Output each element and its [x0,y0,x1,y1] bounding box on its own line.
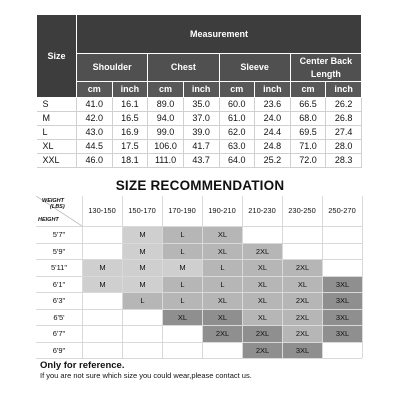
size-cell: 2XL [283,260,322,276]
size-cell: 3XL [323,277,362,293]
value-cell: 69.5 [290,126,326,140]
grid-corner [36,196,82,226]
size-cell: M [83,277,122,293]
size-cell: 2XL [243,343,282,359]
size-cell: XL [37,140,77,154]
size-recommendation-title: SIZE RECOMMENDATION [115,178,285,193]
value-cell: 16.9 [112,126,148,140]
unit-header: cm [219,82,255,98]
weight-column-header: 150-170 [128,206,156,215]
size-cell: XL [243,310,282,326]
table-row [37,112,362,126]
unit-header: cm [290,82,326,98]
size-cell: M [37,112,77,126]
size-cell: XL [203,227,242,243]
size-cell: 2XL [283,310,322,326]
size-cell: L [123,293,162,309]
unit-header: inch [112,82,148,98]
unit-header: inch [326,82,362,98]
value-cell: 61.0 [219,112,255,126]
group-shoulder: Shoulder [77,54,148,82]
value-cell: 94.0 [148,112,184,126]
weight-label [42,198,65,210]
value-cell: 24.4 [255,126,291,140]
value-cell: 66.5 [290,98,326,112]
size-cell: XL [203,293,242,309]
value-cell: 28.0 [326,140,362,154]
size-cell: M [123,227,162,243]
value-cell: 60.0 [219,98,255,112]
height-row-header: 6'1" [52,279,66,289]
weight-column-header: 250-270 [328,206,356,215]
group-chest: Chest [148,54,219,82]
height-row-header: 6'3" [52,296,66,305]
value-cell: 28.3 [326,154,362,168]
table-row [37,140,362,154]
size-cell: S [37,98,77,112]
group-sleeve: Sleeve [219,54,290,82]
value-cell: 68.0 [290,112,326,126]
unit-header: cm [77,82,113,98]
size-cell: 2XL [283,293,322,309]
height-row-header: 6'9" [52,345,66,355]
size-cell: 3XL [323,326,362,342]
reference-note: Only for reference. [40,360,125,371]
value-cell: 24.8 [255,140,291,154]
value-cell: 63.0 [219,140,255,154]
height-row-header: 6'7" [52,329,66,338]
size-cell: XL [243,293,282,309]
size-cell: 3XL [323,293,362,309]
weight-column-header: 170-190 [168,206,196,215]
value-cell: 106.0 [148,140,184,154]
value-cell: 35.0 [183,98,219,112]
size-cell: L [203,277,242,293]
weight-label-line1: WEIGHT [42,198,64,204]
value-cell: 16.5 [112,112,148,126]
value-cell: 111.0 [148,154,184,168]
value-cell: 27.4 [326,126,362,140]
size-cell: 2XL [283,326,322,342]
unit-header: inch [255,82,291,98]
group-center-back-length: Center Back Length [290,54,361,82]
size-cell: XL [283,277,322,293]
value-cell: 99.0 [148,126,184,140]
measurement-table [36,14,362,168]
value-cell: 24.0 [255,112,291,126]
unit-header: cm [148,82,184,98]
value-cell: 43.7 [183,154,219,168]
value-cell: 42.0 [77,112,113,126]
table-row [37,154,362,168]
size-cell: L [163,227,202,243]
height-label: HEIGHT [38,217,59,223]
table-row [37,98,362,112]
size-cell: XL [203,310,242,326]
size-cell: M [123,244,162,260]
height-row-header: 5'7" [52,230,66,239]
value-cell: 89.0 [148,98,184,112]
height-row-header: 6'5' [53,312,65,322]
size-cell: XL [243,260,282,276]
weight-column-header: 130-150 [88,206,116,215]
value-cell: 25.2 [255,154,291,168]
size-cell: XL [203,244,242,260]
weight-label-line2: (LBS) [50,204,65,210]
size-cell: 2XL [243,244,282,260]
size-cell: M [123,277,162,293]
size-recommendation-grid [36,196,362,358]
value-cell: 64.0 [219,154,255,168]
size-cell: M [163,260,202,276]
value-cell: 26.8 [326,112,362,126]
size-cell: L [163,293,202,309]
size-cell: L [163,277,202,293]
weight-column-header: 210-230 [248,206,276,215]
value-cell: 17.5 [112,140,148,154]
value-cell: 43.0 [77,126,113,140]
value-cell: 26.2 [326,98,362,112]
value-cell: 41.0 [77,98,113,112]
weight-column-header: 190-210 [208,206,236,215]
contact-note: If you are not sure which size you could wear,please contact us. [40,371,252,380]
size-cell: L [163,244,202,260]
size-cell: 3XL [283,343,322,359]
value-cell: 41.7 [183,140,219,154]
size-cell: XL [163,310,202,326]
size-cell: XL [243,277,282,293]
value-cell: 62.0 [219,126,255,140]
value-cell: 44.5 [77,140,113,154]
measurement-header: Measurement [77,15,362,54]
size-cell: M [83,260,122,276]
size-cell: L [203,260,242,276]
grid-line [362,196,363,358]
value-cell: 46.0 [77,154,113,168]
height-row-header: 5'11" [50,263,68,272]
grid-line [36,358,362,359]
weight-column-header: 230-250 [288,206,316,215]
size-cell: 2XL [203,326,242,342]
unit-header: inch [183,82,219,98]
value-cell: 39.0 [183,126,219,140]
value-cell: 16.1 [112,98,148,112]
value-cell: 18.1 [112,154,148,168]
size-cell: 3XL [323,310,362,326]
size-header: Size [37,15,77,98]
value-cell: 71.0 [290,140,326,154]
size-cell: L [37,126,77,140]
height-row-header: 5'9" [52,246,66,256]
value-cell: 72.0 [290,154,326,168]
value-cell: 37.0 [183,112,219,126]
size-cell: M [123,260,162,276]
table-row [37,126,362,140]
size-cell: XXL [37,154,77,168]
size-cell: 2XL [243,326,282,342]
value-cell: 23.6 [255,98,291,112]
